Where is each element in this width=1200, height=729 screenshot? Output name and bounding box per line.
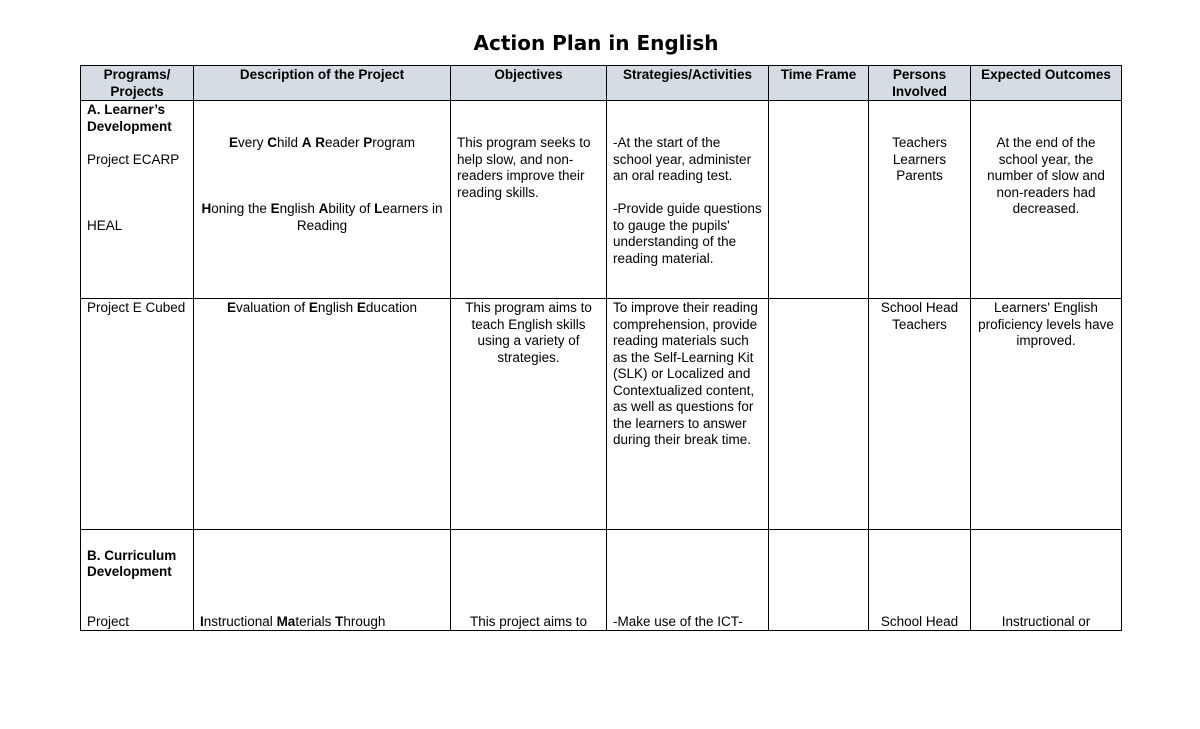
time-frame-cell [769, 101, 869, 299]
project-description: Evaluation of English Education [227, 300, 417, 315]
time-frame-cell [769, 530, 869, 631]
outcome-text: At the end of the school year, the number of slow and non-readers had decreased. [987, 135, 1105, 216]
programs-cell: Project E Cubed [81, 299, 194, 530]
project-description: Instructional Materials Through [200, 613, 386, 629]
strategies-cell [607, 530, 769, 631]
outcome-text: Instructional or [1001, 613, 1091, 629]
strategy-text: -Provide guide questions to gauge the pupils' understanding of the reading material. [613, 201, 762, 266]
program-name: Project ECARP [87, 151, 180, 167]
header-programs: Programs/ Projects [81, 66, 194, 101]
strategies-cell: To improve their reading comprehension, provide reading materials such as the Self-Learning Kit (SLK) or Localized and Contextualized content, as well as questions for the learners to answer during their break time. [607, 299, 769, 530]
strategy-text: -At the start of the school year, administer an oral reading test. [613, 135, 752, 183]
objective-text: This program seeks to help slow, and non-readers improve their reading skills. [457, 135, 591, 200]
programs-cell [81, 101, 194, 299]
person-item: Teachers [892, 316, 947, 332]
person-item: Learners [892, 151, 947, 167]
table-row [81, 299, 1122, 530]
time-frame-cell [769, 299, 869, 530]
action-plan-table [80, 65, 1122, 631]
persons-cell [869, 101, 971, 299]
person-item: School Head [880, 613, 959, 629]
objectives-cell [451, 530, 607, 631]
program-name: HEAL [87, 217, 123, 233]
description-cell [194, 101, 451, 299]
header-persons: Persons Involved [869, 66, 971, 101]
header-description: Description of the Project [194, 66, 451, 101]
objectives-cell: This program aims to teach English skills using a variety of strategies. [451, 299, 607, 530]
outcomes-cell: Learners' English proficiency levels have improved. [971, 299, 1122, 530]
strategies-cell [607, 101, 769, 299]
section-b-label: B. Curriculum Development [87, 547, 177, 579]
program-name: Project [87, 613, 130, 629]
person-item: Parents [896, 168, 943, 183]
header-outcomes: Expected Outcomes [971, 66, 1122, 101]
table-row [81, 101, 1122, 299]
section-a-label: A. Learner’s Development [87, 102, 172, 134]
strategy-text: -Make use of the ICT- [613, 613, 743, 629]
outcomes-cell [971, 530, 1122, 631]
persons-cell [869, 299, 971, 530]
persons-cell [869, 530, 971, 631]
description-cell [194, 530, 451, 631]
project-description: Honing the English Ability of Learners in Reading [201, 201, 443, 233]
person-item: School Head [880, 300, 959, 315]
table-row [81, 530, 1122, 631]
page-title: Action Plan in English [473, 31, 719, 55]
project-description: Every Child A Reader Program [228, 135, 416, 150]
programs-cell [81, 530, 194, 631]
header-objectives: Objectives [451, 66, 607, 101]
header-strategies: Strategies/Activities [607, 66, 769, 101]
header-time-frame: Time Frame [769, 66, 869, 101]
objective-text: This project aims to [469, 613, 588, 629]
description-cell [194, 299, 451, 530]
outcomes-cell [971, 101, 1122, 299]
header-row [81, 66, 1122, 101]
person-item: Teachers [892, 135, 947, 150]
objectives-cell [451, 101, 607, 299]
